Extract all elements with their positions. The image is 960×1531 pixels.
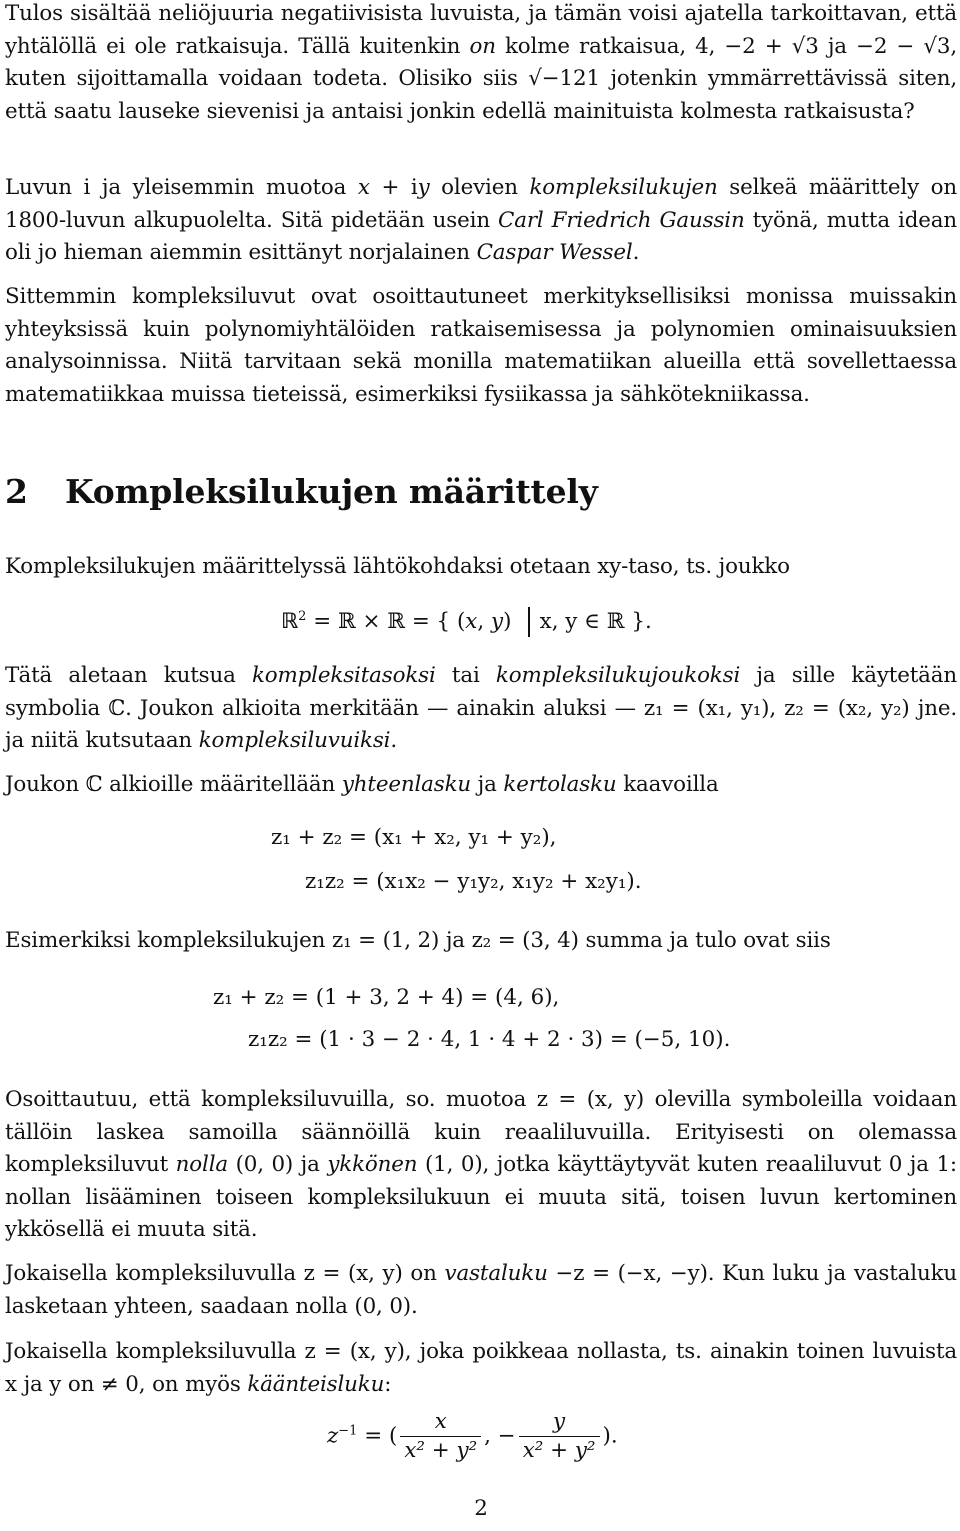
equation-example-product: z₁z₂ = (1 · 3 − 2 · 4, 1 · 4 + 2 · 3) = (−5, 10). [248, 1027, 731, 1052]
operations-intro: Joukon ℂ alkioille määritellään yhteenlasku ja kertolasku kaavoilla [5, 772, 719, 797]
intro-paragraph-2: Luvun i ja yleisemmin muotoa x + iy olevien kompleksilukujen selkeä määrittely on 1800-luvun alkupuolelta. Sitä pidetään usein Carl Friedrich Gaussin työnä, mutta idean oli jo hieman aiemmin esittänyt norjalainen Caspar Wessel. [5, 175, 958, 265]
negative-paragraph: Jokaisella kompleksiluvulla z = (x, y) on vastaluku −z = (−x, −y). Kun luku ja vastaluku lasketaan yhteen, saadaan nolla (0, 0). [5, 1261, 958, 1319]
intro-paragraph-3: Sittemmin kompleksiluvut ovat osoittautuneet merkityksellisiksi monissa muissakin yhteyksissä kuin polynomiyhtälöiden ratkaisemisessa ja polynomien ominaisuuksien analysoinnissa. Niitä tarvitaan sekä monilla matematiikan alueilla että sovellettaessa matematiikkaa muissa tieteissä, esimerkiksi fysiikassa ja sähkötekniikassa. [5, 284, 957, 407]
complex-plane-paragraph: Tätä aletaan kutsua kompleksitasoksi tai kompleksilukujoukoksi ja sille käytetään symbolia ℂ. Joukon alkioita merkitään — ainakin aluksi — z₁ = (x₁, y₁), z₂ = (x₂, y₂) jne. ja niitä kutsutaan kompleksiluvuiksi. [5, 663, 958, 753]
fraction-y: $\frac{y}{\text{x² + y²}}$ [519, 1408, 600, 1465]
section-number: 2 [5, 472, 28, 511]
fraction-x: $\frac{x}{\text{x² + y²}}$ [400, 1408, 481, 1465]
section-heading [5, 472, 598, 512]
zero-one-paragraph: Osoittautuu, että kompleksiluvuilla, so. muotoa z = (x, y) olevilla symboleilla voidaan tällöin laskea samoilla säännöillä kuin reaaliluvuilla. Erityisesti on olemassa kompleksiluvut nolla (0, 0) ja ykkönen (1, 0), jotka käyttäytyvät kuten reaaliluvut 0 ja 1: nollan lisääminen toiseen kompleksilukuun ei muuta sitä, toisen luvun kertominen ykkösellä ei muuta sitä. [5, 1087, 957, 1242]
example-sentence: Esimerkiksi kompleksilukujen z₁ = (1, 2) ja z₂ = (3, 4) summa ja tulo ovat siis [5, 928, 831, 953]
definition-sentence: Kompleksilukujen määrittelyssä lähtökohdaksi otetaan xy-taso, ts. joukko [5, 554, 790, 579]
equation-product-definition: z₁z₂ = (x₁x₂ − y₁y₂, x₁y₂ + x₂y₁). [305, 869, 642, 894]
set-builder-bar [528, 607, 529, 637]
equation-r2-set: ℝ$^2$ = ℝ × ℝ = { (x, y) x, y ∈ ℝ }. [281, 606, 652, 638]
intro-paragraph-1: Tulos sisältää neliöjuuria negatiivisista luvuista, ja tämän voisi ajatella tarkoittavan, että yhtälöllä ei ole ratkaisuja. Tällä kuitenkin on kolme ratkaisua, 4, −2 + √3 ja −2 − √3, kuten sijoittamalla voidaan todeta. Olisiko siis √−121 jotenkin ymmärrettävissä siten, että saatu lauseke sievenisi ja antaisi jonkin edellä mainituista kolmesta ratkaisusta? [5, 1, 957, 124]
equation-example-sum: z₁ + z₂ = (1 + 3, 2 + 4) = (4, 6), [213, 985, 560, 1010]
equation-inverse: $z^{-1}$ = ( $\frac{x}{\text{x² + y²}}$ , − $\frac{y}{\text{x² + y²}}$ ). [327, 1409, 618, 1463]
equation-sum-definition: z₁ + z₂ = (x₁ + x₂, y₁ + y₂), [271, 825, 557, 850]
inverse-paragraph: Jokaisella kompleksiluvulla z = (x, y), joka poikkeaa nollasta, ts. ainakin toinen luvuista x ja y on ≠ 0, on myös käänteisluku: [5, 1339, 957, 1397]
section-title: Kompleksilukujen määrittely [65, 472, 598, 511]
page-number: 2 [474, 1496, 488, 1521]
